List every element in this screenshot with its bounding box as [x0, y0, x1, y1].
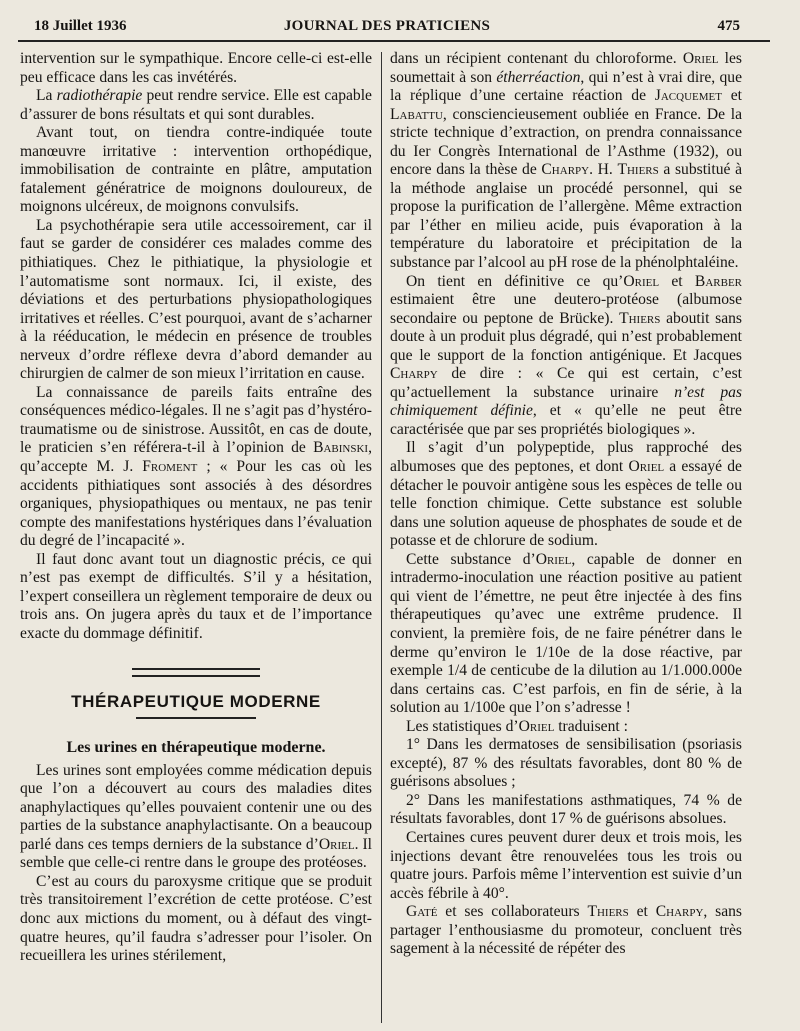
page-number: 475	[717, 18, 740, 34]
author-name: Oriel	[518, 717, 555, 735]
paragraph: C’est au cours du paroxysme critique que se produit très transitoirement l’excrétion de cette protéose. C’est donc aux mictions du moment, ou à défaut des vingt-quatre heures, qu’il faudra s’adresser pour l’isoler. On recueillera les urines stérilement,	[20, 872, 372, 965]
section-underline	[136, 717, 256, 719]
paragraph: Gaté et ses collaborateurs Thiers et Charpy, sans partager l’enthousiasme du promoteur, concluent très sagement à la nécessité de répéter des	[390, 903, 743, 958]
paragraph: La radiothérapie peut rendre service. Elle est capable d’assurer de bons résultats et qui sont durables.	[20, 87, 372, 123]
issue-date: 18 Juillet 1936	[34, 18, 127, 34]
author-name: Oriel	[682, 50, 719, 67]
paragraph: Il s’agit d’un polypeptide, plus rapproché des albumoses que des peptones, et dont Oriel a essayé de détacher le pouvoir antigène sous les espèces de telle ou telle fonction chimique. Cette substance est soluble dans une solution aqueuse de phosphates de soude et de potasse et de chlorure de sodium.	[390, 439, 742, 550]
paragraph: Les statistiques d’Oriel traduisent :	[406, 717, 628, 735]
paragraph: Certaines cures peuvent durer deux et trois mois, les injections devant être renouvelées tous les trois ou quatre jours. Parfois même l’intervention est suivie d’un accès fébrile à 40°.	[390, 828, 742, 902]
author-name: Thiers	[587, 903, 629, 921]
author-name: Oriel	[318, 835, 355, 853]
list-item: 2° Dans les manifestations asthmatiques, 74 % de résultats favorables, dont 17 % de guérisons absolues.	[390, 791, 742, 828]
left-column	[20, 50, 372, 966]
paragraph: La psychothérapie sera utile accessoirement, car il faut se garder de considérer ces malades comme des pithiatiques. Chez le pithiatique, la physiologie et l’automatisme sont normaux. Ici, il existe, des déviations et des perturbations physiopathologiques irritatives et réelles. C’est pourquoi, avant de s’acharner à la rééducation, le médecin en présence de troubles nerveux d’ordre réflexe devra d’abord demander au chirurgien de calmer de son mieux l’irritation en cause.	[20, 216, 372, 383]
paragraph: Cette substance d’Oriel, capable de donner en intradermo-inoculation une réaction positive au patient qui vient de l’émettre, ne peut être injectée à des fins thérapeutiques qu’avec une extrême prudence. Il convient, la première fois, de ne faire pénétrer dans le derme qu’environ le 1/10e de la dose réactive, par exemple 1/4 de centicube de la dilution au 1/1.000.000e dans certains cas. C’est parfois, en fin de série, à la solution au 1/100e que l’on s’adresse !	[390, 550, 742, 717]
list-item: 1° Dans les dermatoses de sensibilisation (psoriasis excepté), 87 % des résultats favorables, dont 80 % de guérisons absolues ;	[390, 736, 742, 791]
author-name: Jacquemet	[654, 87, 722, 105]
right-column	[390, 50, 742, 959]
author-name: Babinski	[313, 439, 369, 457]
column-separator	[381, 52, 382, 1023]
author-name: Charpy	[655, 903, 704, 921]
author-name: Thiers	[617, 161, 659, 179]
author-name: Charpy	[390, 365, 438, 383]
author-name: Froment	[142, 458, 198, 476]
author-name: Labattu	[390, 105, 443, 123]
author-name: Oriel	[628, 458, 665, 476]
paragraph: La connaissance de pareils faits entraîne des conséquences médico-légales. Il ne s’agit pas d’hystéro-traumatisme ou de sinistrose. Aussitôt, en cas de doute, le praticien s’en référera-t-il à l’opinion de Babinski, qu’accepte M. J. Froment ; « Pour les cas où les accidents pithiatiques sont associés à des désordres organiques, physiopathiques ou mentaux, ne pas tenir compte des manifestations hystériques dans l’évaluation du degré de l’incapacité ».	[20, 383, 372, 550]
article-title: Les urines en thérapeutique moderne.	[66, 739, 326, 757]
journal-title: JOURNAL DES PRATICIENS	[283, 18, 491, 34]
header-rule	[18, 40, 770, 42]
paragraph: intervention sur le sympathique. Encore celle-ci est-elle peu efficace dans les cas invétérés.	[20, 50, 372, 86]
author-name: Oriel	[535, 550, 572, 568]
paragraph: Avant tout, on tiendra contre-indiquée toute manœuvre irritative : intervention orthopédique, immobilisation de contrainte en plâtre, amputation fatalement génératrice de moignons douloureux, de moignons ulcéreux, de moignons convulsifs.	[20, 124, 372, 216]
paragraph: Il faut donc avant tout un diagnostic précis, ce qui n’est pas exempt de difficultés. S’il y a hésitation, l’expert conseillera un règlement temporaire de deux ou trois ans. On jugera après du taux et de l’importance exacte du dommage définitif.	[20, 550, 372, 642]
section-divider	[132, 668, 260, 677]
author-name: Gaté	[406, 903, 438, 921]
author-name: Thiers	[619, 309, 661, 327]
section-title: THÉRAPEUTIQUE MODERNE	[71, 691, 321, 711]
paragraph: On tient en définitive ce qu’Oriel et Barber estimaient être une deutero-protéose (albumose secondaire ou peptone de Brücke). Thiers aboutit sans doute à un produit plus dégradé, qui n’est probablement que le support de la fonction antigénique. Et Jacques Charpy de dire : « Ce qui est certain, c’est qu’actuellement la substance urinaire n’est pas chimiquement définie, et « qu’elle ne peut être caractérisée que par ses propriétés biologiques ».	[390, 272, 743, 438]
author-name: Oriel	[623, 272, 660, 290]
paragraph: Les urines sont employées comme médication depuis que l’on a découvert au cours des maladies dites anaphylactiques qu’elles pouvaient contenir une ou des parties de la substance anaphylactisante. On a beaucoup parlé dans ces temps derniers de la substance d’Oriel. Il semble que celle-ci rentre dans le groupe des protéoses.	[20, 761, 373, 872]
page-header	[34, 14, 740, 40]
author-name: Charpy	[541, 161, 590, 179]
author-name: Barber	[694, 272, 742, 290]
paragraph: dans un récipient contenant du chloroforme. Oriel les soumettait à son étherréaction, qui n’est à vrai dire, que la réplique d’une certaine réaction de Jacquemet et Labattu, consciencieusement oubliée en France. De la stricte technique d’extraction, on prendra connaissance du Ier Congrès International de l’Asthme (1932), ou encore dans la thèse de Charpy. H. Thiers a substitué à la méthode anglaise un procédé personnel, qui se propose la purification de l’allergène. Même extraction par l’éther en milieu acide, puis évaporation à la température du laboratoire et précipitation de la substance par l’alcool au pH rose de la phénolphtaléine.	[390, 50, 743, 272]
